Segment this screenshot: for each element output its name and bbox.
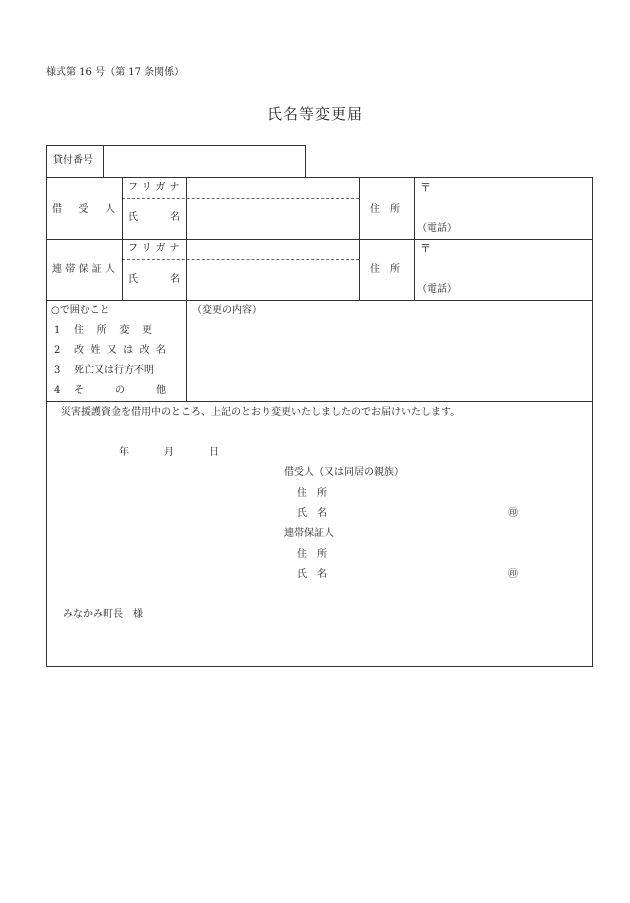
- guarantor-address-field[interactable]: [420, 257, 585, 277]
- option-3-number: 3: [54, 365, 61, 376]
- addressee: みなかみ町長 様: [63, 609, 143, 620]
- date-year-label: 年: [119, 447, 129, 458]
- page-title: 氏名等変更届: [266, 105, 363, 123]
- loan-number-field[interactable]: [110, 156, 300, 170]
- guarantor-furigana-label: フリガナ: [128, 243, 184, 254]
- borrower-address-label: 住 所: [370, 204, 400, 215]
- borrower-name-label: 氏 名: [128, 212, 180, 223]
- circle-instruction: ○で囲むこと: [51, 305, 110, 316]
- option-1-number: 1: [54, 325, 61, 336]
- change-content-field[interactable]: [192, 320, 587, 396]
- form-number: 様式第 16 号（第 17 条関係）: [46, 67, 185, 78]
- guarantor-name-field[interactable]: [190, 264, 355, 296]
- change-content-label: （変更の内容）: [192, 305, 262, 316]
- option-4-other[interactable]: そ の 他: [74, 385, 166, 396]
- borrower-postal-mark: 〒: [420, 181, 431, 194]
- borrower-label: 借 受 人: [52, 204, 115, 215]
- borrower-furigana-label: フリガナ: [128, 182, 184, 193]
- borrower-name-field[interactable]: [190, 203, 355, 235]
- option-4-number: 4: [54, 385, 61, 396]
- loan-number-label: 貸付番号: [53, 155, 93, 166]
- guarantor-phone-label: （電話）: [417, 284, 457, 295]
- declaration-text: 災害援護資金を借用中のところ、上記のとおり変更いたしましたのでお届けいたします。: [61, 407, 461, 418]
- option-3-death-missing[interactable]: 死亡又は行方不明: [74, 365, 154, 376]
- option-2-name-change[interactable]: 改 姓 又 は 改 名: [74, 345, 166, 356]
- borrower-furigana-field[interactable]: [190, 181, 355, 195]
- guarantor-postal-mark: 〒: [420, 242, 431, 255]
- guarantor-label: 連 帯 保 証 人: [52, 264, 115, 275]
- signature-guarantor-name-label: 氏 名: [297, 569, 327, 580]
- date-day-label: 日: [209, 447, 219, 458]
- option-2-number: 2: [54, 345, 61, 356]
- guarantor-seal-mark: ㊞: [508, 569, 518, 580]
- guarantor-address-label: 住 所: [370, 264, 400, 275]
- borrower-address-field[interactable]: [420, 196, 585, 216]
- borrower-phone-label: （電話）: [417, 223, 457, 234]
- signature-borrower-heading: 借受人（又は同居の親族）: [284, 467, 404, 478]
- date-month-label: 月: [164, 447, 174, 458]
- guarantor-furigana-field[interactable]: [190, 242, 355, 256]
- option-1-address-change[interactable]: 住 所 変 更: [74, 325, 152, 336]
- signature-guarantor-heading: 連帯保証人: [284, 528, 334, 539]
- signature-guarantor-address-label: 住 所: [297, 549, 327, 560]
- borrower-seal-mark: ㊞: [508, 508, 518, 519]
- signature-borrower-name-label: 氏 名: [297, 508, 327, 519]
- guarantor-name-label: 氏 名: [128, 274, 180, 285]
- signature-borrower-address-label: 住 所: [297, 488, 327, 499]
